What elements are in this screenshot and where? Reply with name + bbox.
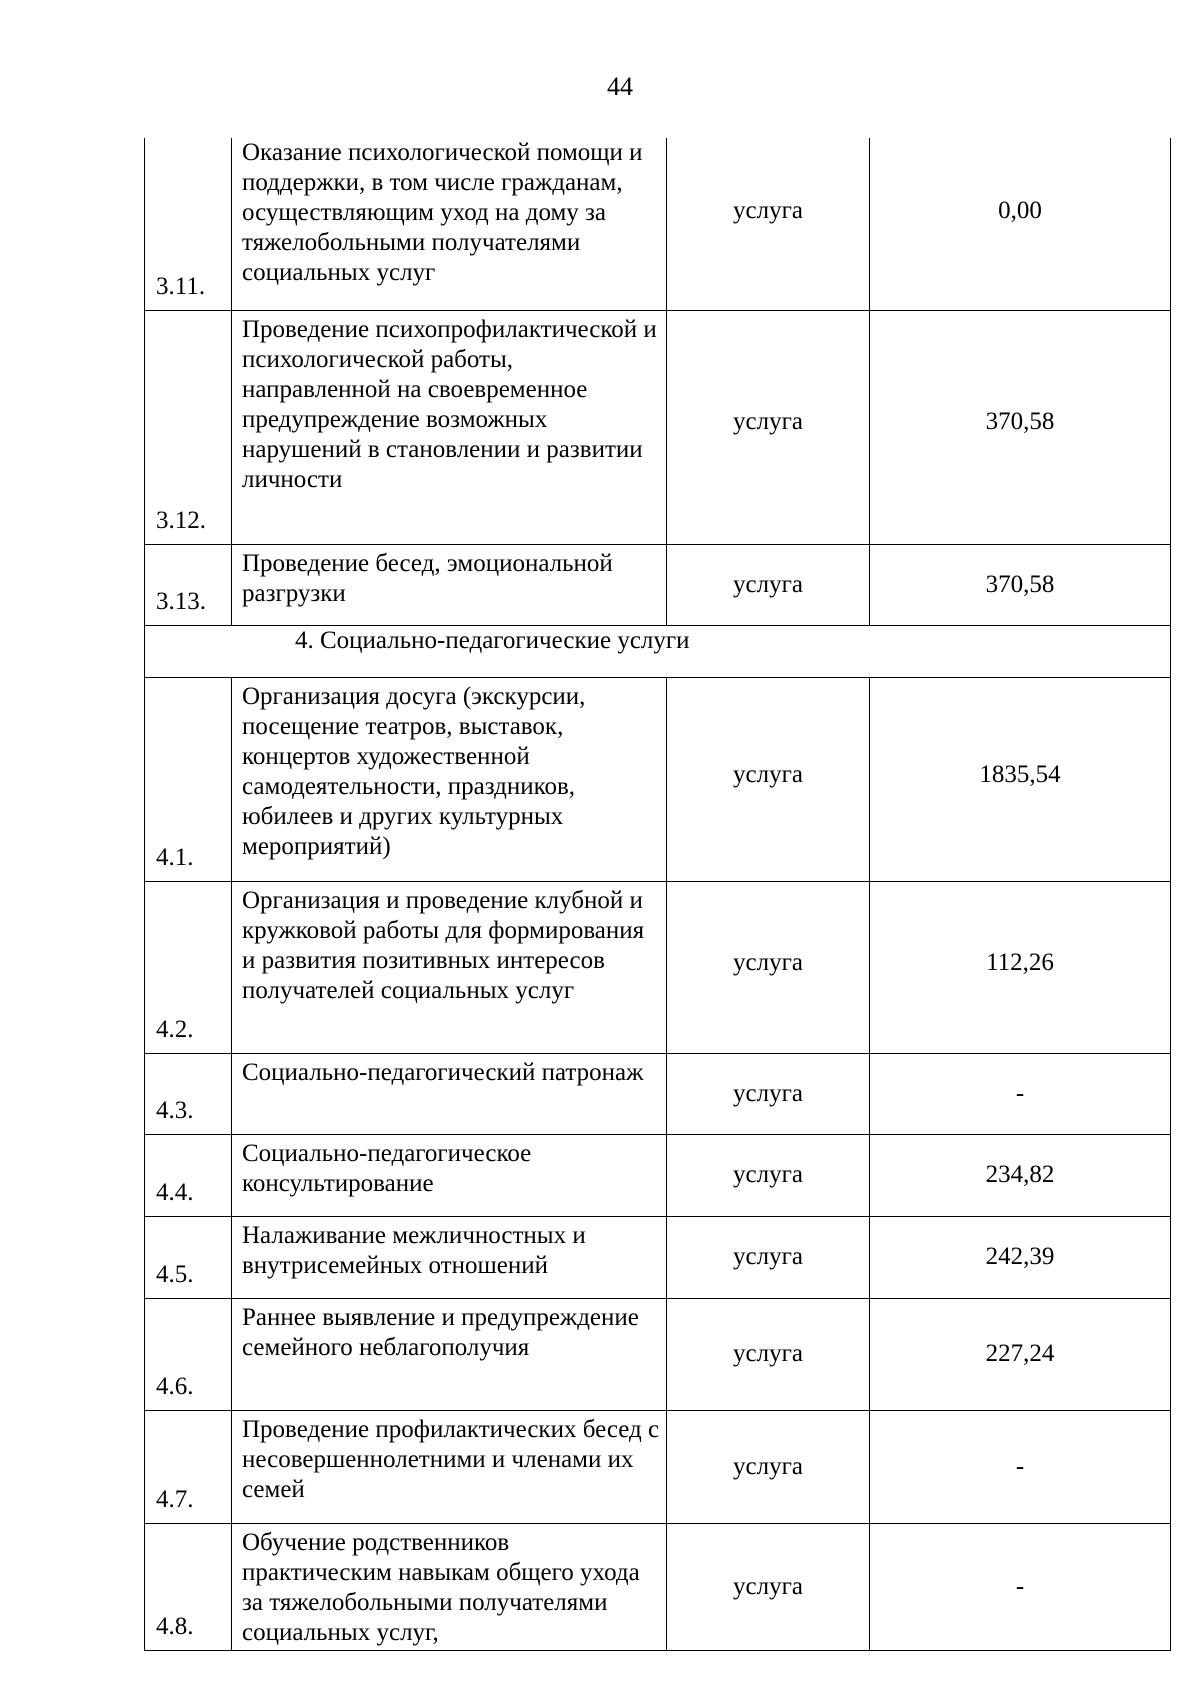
table-row (145, 1298, 1171, 1410)
service-name: Организация досуга (экскурсии, посещение театров, выставок, концертов художественной самодеятельности, праздников, юбилеев и других культурных мероприятий) (232, 677, 667, 881)
item-number: 4.2. (145, 881, 232, 1053)
unit-of-measure: услуга (667, 1134, 870, 1216)
unit-of-measure: услуга (667, 1216, 870, 1298)
unit-of-measure: услуга (667, 1410, 870, 1523)
service-name: Обучение родственников практическим навыкам общего ухода за тяжелобольными получателями социальных услуг, (232, 1523, 667, 1650)
table-row (145, 1216, 1171, 1298)
service-price: 370,58 (870, 544, 1171, 625)
item-number: 4.1. (145, 677, 232, 881)
item-number: 3.12. (145, 310, 232, 544)
service-name: Проведение бесед, эмоциональной разгрузки (232, 544, 667, 625)
price-text: 0,00 (998, 197, 1042, 224)
service-name: Проведение психопрофилактической и психологической работы, направленной на своевременное предупреждение возможных нарушений в становлении и развитии личности (232, 310, 667, 544)
table-row (145, 1053, 1171, 1134)
service-price: 234,82 (870, 1134, 1171, 1216)
service-price: - (870, 1523, 1171, 1650)
service-price: - (870, 1053, 1171, 1134)
table-row (145, 1410, 1171, 1523)
service-name: Социально-педагогический патронаж (232, 1053, 667, 1134)
service-name: Проведение профилактических бесед с несовершеннолетними и членами их семей (232, 1410, 667, 1523)
service-price (870, 310, 1171, 544)
unit-of-measure (667, 138, 870, 310)
service-name: Оказание психологической помощи и поддержки, в том числе гражданам, осуществляющим уход на дому за тяжелобольными получателями социальных услуг (232, 138, 667, 310)
unit-of-measure: услуга (667, 1523, 870, 1650)
item-number: 4.3. (145, 1053, 232, 1134)
unit-text: услуга (733, 948, 803, 976)
unit-text: услуга (733, 407, 803, 435)
item-number: 4.6. (145, 1298, 232, 1410)
unit-text: услуга (733, 197, 803, 224)
price-text: 112,26 (986, 948, 1054, 976)
item-number: 4.5. (145, 1216, 232, 1298)
service-name: Раннее выявление и предупреждение семейного неблагополучия (232, 1298, 667, 1410)
service-price (870, 138, 1171, 310)
service-price: 242,39 (870, 1216, 1171, 1298)
price-text: 1835,54 (979, 760, 1061, 788)
item-number: 4.8. (145, 1523, 232, 1650)
unit-of-measure: услуга (667, 1298, 870, 1410)
unit-of-measure: услуга (667, 1053, 870, 1134)
table-row (145, 310, 1171, 544)
unit-of-measure (667, 677, 870, 881)
service-price (870, 677, 1171, 881)
service-price: 227,24 (870, 1298, 1171, 1410)
section-row (145, 625, 1171, 677)
unit-of-measure: услуга (667, 544, 870, 625)
page-number: 44 (607, 72, 633, 101)
item-number: 4.7. (145, 1410, 232, 1523)
item-number: 3.13. (145, 544, 232, 625)
unit-of-measure (667, 881, 870, 1053)
table-row (145, 1134, 1171, 1216)
service-price (870, 881, 1171, 1053)
service-name: Социально-педагогическое консультирование (232, 1134, 667, 1216)
service-price: - (870, 1410, 1171, 1523)
service-name: Налаживание межличностных и внутрисемейных отношений (232, 1216, 667, 1298)
table-row (145, 677, 1171, 881)
unit-text: услуга (733, 760, 803, 788)
item-number: 4.4. (145, 1134, 232, 1216)
services-price-table (144, 138, 1171, 1651)
table-row (145, 138, 1171, 310)
unit-of-measure (667, 310, 870, 544)
service-name: Организация и проведение клубной и кружковой работы для формирования и развития позитивных интересов получателей социальных услуг (232, 881, 667, 1053)
section-title: 4. Социально-педагогические услуги (145, 625, 1171, 677)
item-number: 3.11. (145, 138, 232, 310)
table-row (145, 881, 1171, 1053)
table-row (145, 544, 1171, 625)
table-row (145, 1523, 1171, 1650)
price-text: 370,58 (985, 407, 1055, 435)
